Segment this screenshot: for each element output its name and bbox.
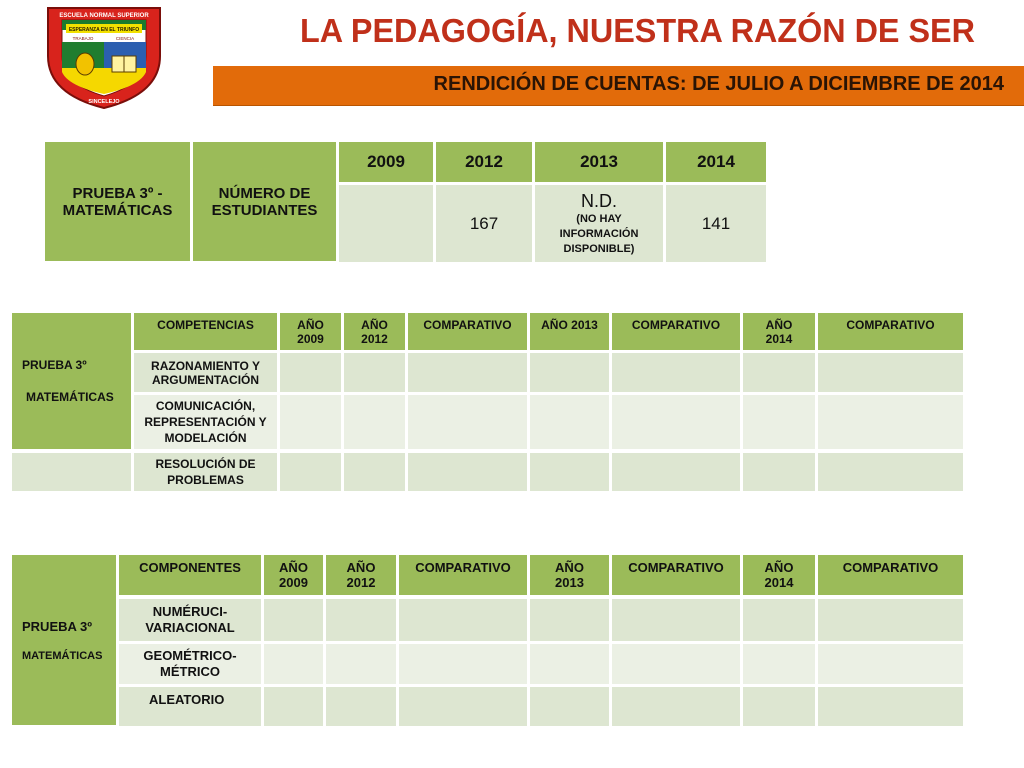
- table2-cell: [818, 453, 963, 491]
- table2-cell: [612, 353, 740, 392]
- table3-label-line2: MATEMÁTICAS: [22, 649, 103, 662]
- logo-ring-top: ESCUELA NORMAL SUPERIOR: [59, 13, 149, 19]
- table3-header-componentes: COMPONENTES: [119, 555, 261, 595]
- table2-cell: [280, 453, 341, 491]
- table2-label-line2: MATEMÁTICAS: [26, 390, 114, 404]
- table2-header-competencias: COMPETENCIAS: [134, 313, 277, 350]
- table1-value-2014: 141: [666, 185, 766, 262]
- table2-cell: [344, 453, 405, 491]
- table2-cell: [408, 395, 527, 449]
- table3-label-line1: PRUEBA 3º: [22, 618, 93, 634]
- table2-cell: [408, 353, 527, 392]
- table2-cell: [818, 353, 963, 392]
- table3-cell: [612, 644, 740, 684]
- table1-label: PRUEBA 3º - MATEMÁTICAS: [45, 142, 190, 261]
- table1-year-2009: 2009: [339, 142, 433, 182]
- table3-cell: [399, 687, 527, 726]
- table3-cell: [530, 599, 609, 641]
- table3-cell: [612, 687, 740, 726]
- table2-header-comparativo-1: COMPARATIVO: [408, 313, 527, 350]
- table3-cell: [399, 599, 527, 641]
- table2-row-label: RAZONAMIENTO Y ARGUMENTACIÓN: [134, 353, 277, 392]
- table3-cell: [326, 687, 396, 726]
- page-title: LA PEDAGOGÍA, NUESTRA RAZÓN DE SER: [300, 12, 975, 49]
- table3-header-comparativo-3: COMPARATIVO: [818, 555, 963, 595]
- table2-row-label: RESOLUCIÓN DE PROBLEMAS: [134, 453, 277, 491]
- table2-cell: [344, 395, 405, 449]
- table2-label: [12, 313, 131, 449]
- table3-cell: [743, 599, 815, 641]
- table1-year-2012: 2012: [436, 142, 532, 182]
- table2-header-2014: AÑO 2014: [743, 313, 815, 350]
- table1-year-2014: 2014: [666, 142, 766, 182]
- table2-cell: [818, 395, 963, 449]
- logo-ring-bottom: SINCELEJO: [88, 99, 120, 105]
- logo-left-word: TRABAJO: [72, 36, 94, 41]
- table2-header-comparativo-3: COMPARATIVO: [818, 313, 963, 350]
- table2-cell: [743, 453, 815, 491]
- table3-header-2009: AÑO 2009: [264, 555, 323, 595]
- table1-students-label: NÚMERO DE ESTUDIANTES: [193, 142, 336, 261]
- table2-cell: [743, 395, 815, 449]
- table2-header-2012: AÑO 2012: [344, 313, 405, 350]
- table3-cell: [264, 644, 323, 684]
- table3-cell: [399, 644, 527, 684]
- table3-cell: [818, 687, 963, 726]
- table3-cell: [326, 644, 396, 684]
- table3-label: [12, 555, 116, 725]
- table2-label-filler: [12, 453, 131, 491]
- table3-cell: [530, 644, 609, 684]
- table2-row-label: COMUNICACIÓN, REPRESENTACIÓN Y MODELACIÓN: [134, 395, 277, 449]
- table3-header-2012: AÑO 2012: [326, 555, 396, 595]
- table1-value-2013: [535, 185, 663, 262]
- subtitle-banner: [213, 66, 1024, 106]
- table2-label-line1: PRUEBA 3º: [22, 358, 87, 372]
- subtitle-text: RENDICIÓN DE CUENTAS: DE JULIO A DICIEMBRE DE 2014: [433, 73, 1004, 95]
- not-available-value: N.D.: [581, 190, 617, 211]
- table2-header-2013: AÑO 2013: [530, 313, 609, 350]
- table3-cell: [264, 599, 323, 641]
- table3-cell: [264, 687, 323, 726]
- table3-header-2014: AÑO 2014: [743, 555, 815, 595]
- table3-cell: [818, 599, 963, 641]
- table3-cell: [743, 644, 815, 684]
- table3-cell: [326, 599, 396, 641]
- table2-header-comparativo-2: COMPARATIVO: [612, 313, 740, 350]
- logo-banner-text: ESPERANZA EN EL TRIUNFO: [68, 27, 140, 33]
- logo-right-word: CIENCIA: [115, 36, 135, 41]
- table2-cell: [530, 453, 609, 491]
- table2-cell: [408, 453, 527, 491]
- table1-value-2012: 167: [436, 185, 532, 262]
- table2-header-2009: AÑO 2009: [280, 313, 341, 350]
- table2-cell: [344, 353, 405, 392]
- table2-cell: [612, 453, 740, 491]
- table1-value-2009: [339, 185, 433, 262]
- table3-header-2013: AÑO 2013: [530, 555, 609, 595]
- table2-cell: [743, 353, 815, 392]
- table2-cell: [612, 395, 740, 449]
- table3-cell: [743, 687, 815, 726]
- school-crest-logo: [40, 2, 168, 110]
- table2-cell: [530, 395, 609, 449]
- table3-cell: [612, 599, 740, 641]
- table3-row-label: GEOMÉTRICO-MÉTRICO: [119, 644, 261, 684]
- table3-header-comparativo-2: COMPARATIVO: [612, 555, 740, 595]
- table3-header-comparativo-1: COMPARATIVO: [399, 555, 527, 595]
- table3-row-label: NUMÉRUCI-VARIACIONAL: [119, 599, 261, 641]
- table2-cell: [530, 353, 609, 392]
- table3-cell: [530, 687, 609, 726]
- table1-year-2013: 2013: [535, 142, 663, 182]
- table3-row-label: ALEATORIO: [119, 687, 261, 726]
- not-available-note: (NO HAY INFORMACIÓN DISPONIBLE): [559, 212, 639, 255]
- table2-cell: [280, 353, 341, 392]
- table2-cell: [280, 395, 341, 449]
- table3-cell: [818, 644, 963, 684]
